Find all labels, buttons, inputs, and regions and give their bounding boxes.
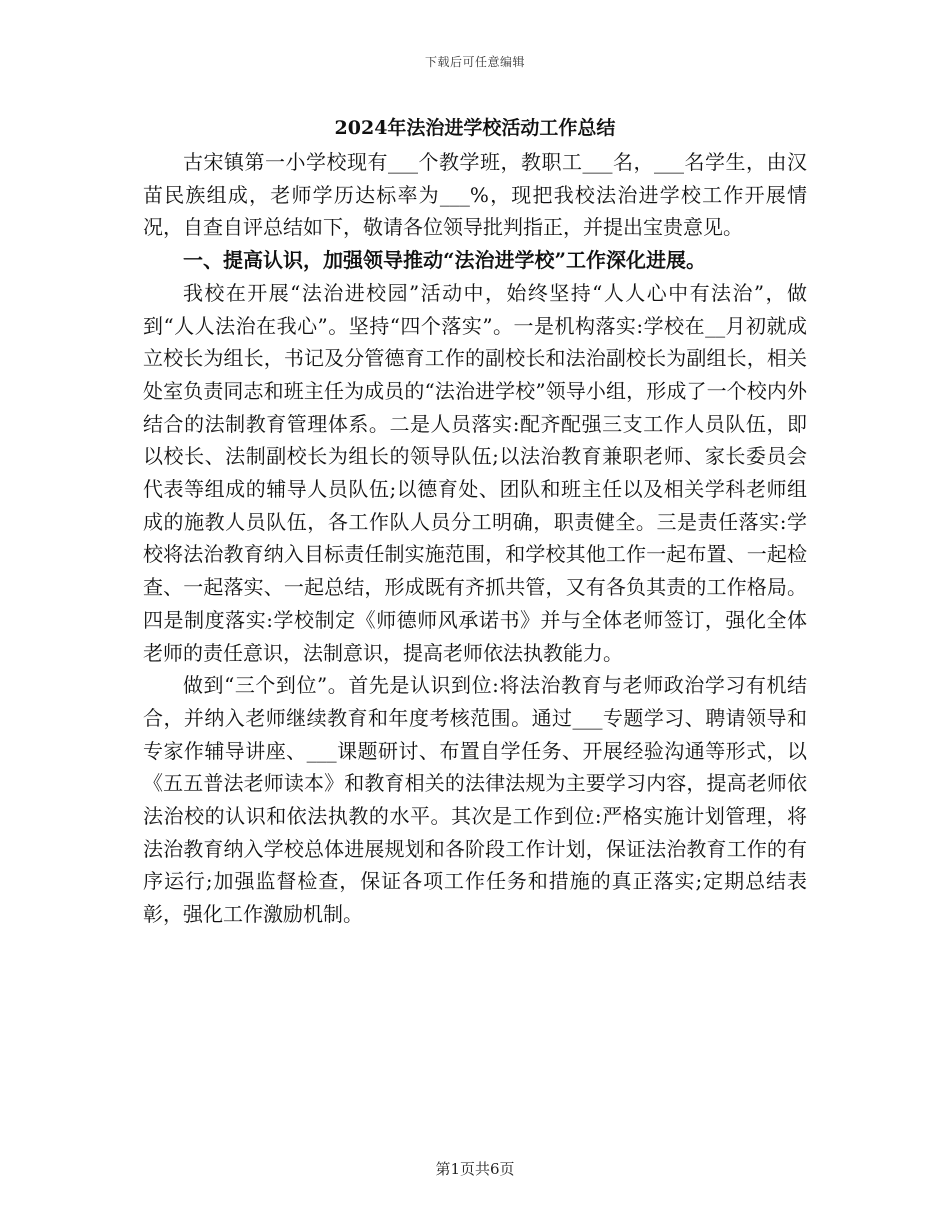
intro-paragraph: 古宋镇第一小学校现有___个教学班，教职工___名，___名学生，由汉苗民族组成，老师学历达标率为___%，现把我校法治进学校工作开展情况，自查自评总结如下，敬请各位领导批判指正，并提出宝贵意见。 — [143, 150, 807, 240]
section-heading-1: 一、提高认识，加强领导推动“法治进学校”工作深化进展。 — [183, 248, 707, 273]
paragraph-four-implementations: 我校在开展“法治进校园”活动中，始终坚持“人人心中有法治”，做到“人人法治在我心”。坚持“四个落实”。一是机构落实:学校在__月初就成立校长为组长，书记及分管德育工作的副校长和法治副校长为副组长，相关处室负责同志和班主任为成员的“法治进学校”领导小组，形成了一个校内外结合的法制教育管理体系。二是人员落实:配齐配强三支工作人员队伍，即以校长、法制副校长为组长的领导队伍;以法治教育兼职老师、家长委员会代表等组成的辅导人员队伍;以德育处、团队和班主任以及相关学科老师组成的施教人员队伍，各工作队人员分工明确，职责健全。三是责任落实:学校将法治教育纳入目标责任制实施范围，和学校其他工作一起布置、一起检查、一起落实、一起总结，形成既有齐抓共管，又有各负其责的工作格局。四是制度落实:学校制定《师德师风承诺书》并与全体老师签订，强化全体老师的责任意识，法制意识，提高老师依法执教能力。 — [143, 280, 807, 665]
page-number: 第1页共6页 — [435, 1160, 515, 1178]
document-title: 2024年法治进学校活动工作总结 — [334, 117, 616, 139]
paragraph-three-in-place: 做到“三个到位”。首先是认识到位:将法治教育与老师政治学习有机结合，并纳入老师继续教育和年度考核范围。通过___专题学习、聘请领导和专家作辅导讲座、___课题研讨、布置自学任务、开展经验沟通等形式，以《五五普法老师读本》和教育相关的法律法规为主要学习内容，提高老师依法治校的认识和依法执教的水平。其次是工作到位:严格实施计划管理，将法治教育纳入学校总体进展规划和各阶段工作计划，保证法治教育工作的有序运行;加强监督检查，保证各项工作任务和措施的真正落实;定期总结表彰，强化工作激励机制。 — [143, 673, 807, 927]
document-body — [143, 112, 807, 931]
header-note: 下载后可任意编辑 — [424, 55, 525, 69]
